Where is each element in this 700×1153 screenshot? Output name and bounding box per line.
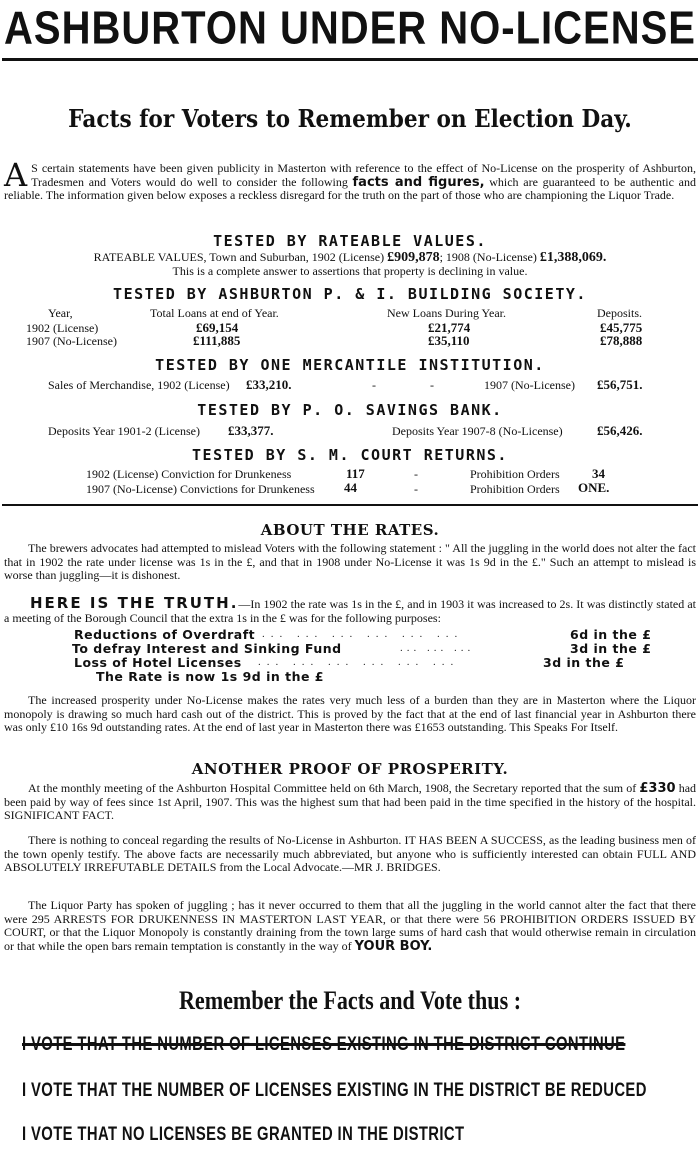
building-col-new: New Loans During Year. xyxy=(387,306,506,320)
court-row2-po-value: ONE. xyxy=(578,480,610,495)
rates-item-overdraft: Reductions of Overdraft xyxy=(74,627,256,642)
building-row2-deposits: £78,888 xyxy=(600,333,643,348)
mercantile-dash-1: - xyxy=(372,378,376,392)
rateable-1902-value: £909,878 xyxy=(387,250,440,265)
mercantile-right-label: 1907 (No-License) xyxy=(484,378,575,392)
proof-heading: ANOTHER PROOF OF PROSPERITY. xyxy=(191,760,509,778)
intro-text-end: which are guaranteed to be authentic and reliable. The information given below exposes a reckless disregard for the truth on the part of those who are championing the Liquor Trade. xyxy=(4,174,696,203)
proof-para1-text: At the monthly meeting of the Ashburton Hospital Committee held on 6th March, 1908, the Secretary reported that the sum of xyxy=(28,781,637,795)
mercantile-right-value: £56,751. xyxy=(597,377,643,392)
court-row1-value: 117 xyxy=(346,466,365,481)
rates-dots-2: ... ... ... xyxy=(400,642,475,654)
court-row1-dash: - xyxy=(414,467,418,481)
rates-item-interest: To defray Interest and Sinking Fund xyxy=(72,641,342,656)
rates-paragraph-2: The increased prosperity under No-License makes the rates very much less of a burden than they are in Masterton where the Liquor monopoly is drawing so much hard cash out of the district. This is proved by the fact that at the end of last financial year in Ashburton there was only £10 16s 9d outstanding rates. At the end of last year in Masterton there was £1653 outstanding. This Speaks For Itself. xyxy=(4,693,696,735)
proof-para1-amount: £330 xyxy=(639,781,676,796)
intro-bold: facts and figures, xyxy=(352,174,485,190)
court-row2-label: 1907 (No-License) Convictions for Drunkeness xyxy=(86,482,315,496)
rateable-heading: TESTED BY RATEABLE VALUES. xyxy=(213,232,487,250)
proof-paragraph-2: There is nothing to conceal regarding the results of No-License in Ashburton. IT HAS BEEN A SUCCESS, as the leading business men of the town openly testify. The above facts are necessarily much abbreviated, but anyone who is sufficiently interested can obtain FULL AND ABSOLUTELY IRREFUTABLE DETAILS from the Local Advocate.—MR J. BRIDGES. xyxy=(4,833,696,875)
truth-text: —In 1902 the rate was 1s in the £, and in 1903 it was increased to 2s. It was distinctly stated at a meeting of the Borough Council that the extra 1s in the £ was for the following purposes: xyxy=(4,597,696,625)
savings-heading: TESTED BY P. O. SAVINGS BANK. xyxy=(197,401,503,419)
building-row1-loans: £69,154 xyxy=(196,320,239,335)
subtitle: Facts for Voters to Remember on Election Day. xyxy=(68,104,632,133)
court-row1-po-label: Prohibition Orders xyxy=(470,467,560,481)
rates-item-interest-value: 3d in the £ xyxy=(570,641,652,656)
court-row2-value: 44 xyxy=(344,480,357,495)
building-heading: TESTED BY ASHBURTON P. & I. BUILDING SOCIETY. xyxy=(113,285,587,303)
rates-dots-1: ... ... ... ... ... ... xyxy=(262,628,464,640)
intro-dropcap: A xyxy=(4,156,28,194)
proof-paragraph-3 xyxy=(4,899,696,953)
mercantile-dash-2: - xyxy=(430,378,434,392)
vote-line-no-licenses: I VOTE THAT NO LICENSES BE GRANTED IN THE DISTRICT xyxy=(22,1124,465,1145)
truth-paragraph xyxy=(4,594,696,625)
rates-summary: The Rate is now 1s 9d in the £ xyxy=(96,669,325,684)
building-row1-deposits: £45,775 xyxy=(600,320,643,335)
savings-right-label: Deposits Year 1907-8 (No-License) xyxy=(392,424,563,438)
rates-item-hotel: Loss of Hotel Licenses xyxy=(74,655,242,670)
savings-right-value: £56,426. xyxy=(597,423,643,438)
building-row2-loans: £111,885 xyxy=(193,333,241,348)
rates-item-hotel-value: 3d in the £ xyxy=(543,655,625,670)
rates-heading: ABOUT THE RATES. xyxy=(260,521,440,539)
mercantile-left-value: £33,210. xyxy=(246,377,292,392)
building-col-year: Year, xyxy=(48,306,73,320)
savings-left-label: Deposits Year 1901-2 (License) xyxy=(48,424,200,438)
proof-para3-bold: YOUR BOY. xyxy=(354,938,433,954)
rates-dots-3: ... ... ... ... ... ... xyxy=(258,656,460,668)
rates-item-overdraft-value: 6d in the £ xyxy=(570,627,652,642)
court-rule xyxy=(2,504,698,506)
court-row2-dash: - xyxy=(414,482,418,496)
building-row1-new: £21,774 xyxy=(428,320,471,335)
building-col-loans: Total Loans at end of Year. xyxy=(150,306,279,320)
court-heading: TESTED BY S. M. COURT RETURNS. xyxy=(192,446,508,464)
vote-line-continue: I VOTE THAT THE NUMBER OF LICENSES EXISTING IN THE DISTRICT CONTINUE xyxy=(22,1034,626,1055)
court-row1-label: 1902 (License) Conviction for Drunkeness xyxy=(86,467,292,481)
rateable-label: RATEABLE VALUES, Town and Suburban, 1902 (License) xyxy=(93,250,385,264)
building-col-deposits: Deposits. xyxy=(597,306,642,320)
vote-callout: Remember the Facts and Vote thus : xyxy=(178,986,522,1015)
building-row2-new: £35,110 xyxy=(428,333,470,348)
headline-rule xyxy=(2,58,698,61)
court-row2-po-label: Prohibition Orders xyxy=(470,482,560,496)
proof-paragraph-1 xyxy=(4,782,696,823)
proof-para1-end: had been paid by way of fees since 1st April, 1907. This was the highest sum that had been paid in the time specified in the history of the hospital. SIGNIFICANT FACT. xyxy=(4,781,697,823)
mercantile-left-label: Sales of Merchandise, 1902 (License) xyxy=(48,378,230,392)
headline: ASHBURTON UNDER NO-LICENSE xyxy=(4,3,696,54)
court-row1-po-value: 34 xyxy=(592,466,605,481)
truth-label: HERE IS THE TRUTH. xyxy=(30,594,239,612)
mercantile-heading: TESTED BY ONE MERCANTILE INSTITUTION. xyxy=(155,356,545,374)
intro-paragraph xyxy=(4,156,696,203)
building-row1-year: 1902 (License) xyxy=(26,321,99,335)
rateable-line2: This is a complete answer to assertions that property is declining in value. xyxy=(172,264,528,278)
proof-para3-text: The Liquor Party has spoken of juggling ; has it never occurred to them that all the juggling in the world cannot alter the fact that there were 295 ARRESTS FOR DRUKENNESS IN MASTERTON LAST YEAR, or that there were 56 PROHIBITION ORDERS ISSUED BY COURT, or that the Liquor Monopoly is constantly draining from the town large sums of hard cash that would otherwise remain in circulation or that while the open bars remain temptation is constantly in the way of xyxy=(4,898,696,953)
rates-paragraph-1: The brewers advocates had attempted to mislead Voters with the following statement : " All the juggling in the world does not alter the fact that in 1902 the rate under license was 1s in the £, and that in 1908 under No-License it was 1s 9d in the £." Such an attempt to mislead is worse than juggling—it is dishonest. xyxy=(4,541,696,583)
rateable-mid: ; 1908 (No-License) xyxy=(439,250,537,264)
intro-text: S certain statements have been given publicity in Masterton with reference to the effect of No-License on the prosperity of Ashburton, Tradesmen and Voters would do well to consider the following xyxy=(31,161,696,189)
rateable-1908-value: £1,388,069. xyxy=(539,250,607,265)
savings-left-value: £33,377. xyxy=(228,423,274,438)
vote-line-reduced: I VOTE THAT THE NUMBER OF LICENSES EXISTING IN THE DISTRICT BE REDUCED xyxy=(22,1080,647,1101)
building-row2-year: 1907 (No-License) xyxy=(26,334,117,348)
